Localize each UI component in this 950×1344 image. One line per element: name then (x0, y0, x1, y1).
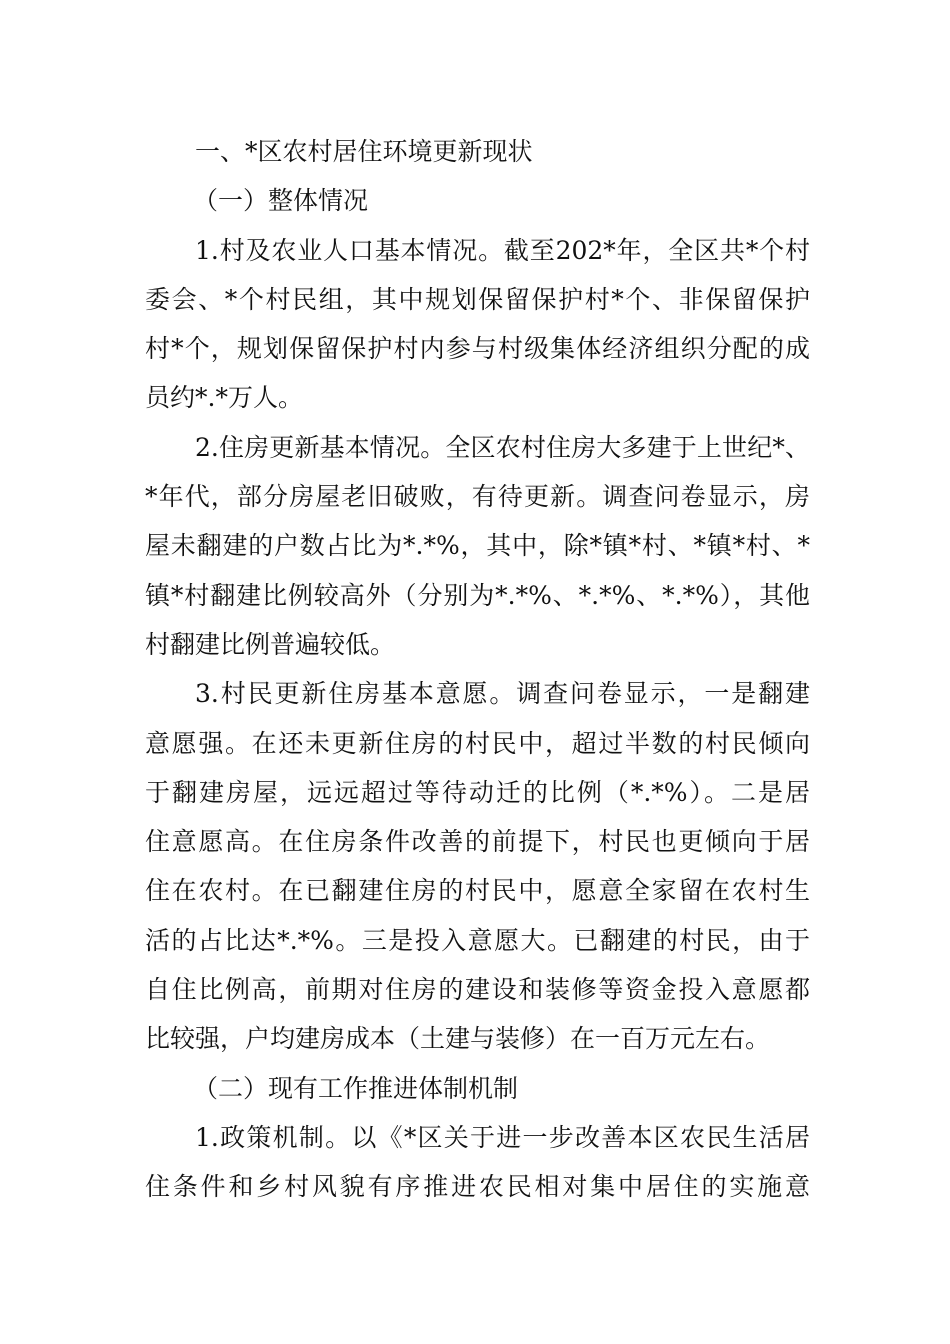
text-line: 住条件和乡村风貌有序推进农民相对集中居住的实施意 (145, 1172, 810, 1202)
text-line: 意愿强。在还未更新住房的村民中，超过半数的村民倾向 (145, 728, 810, 758)
text-line: 于翻建房屋，远远超过等待动迁的比例（*.*%）。二是居 (145, 777, 810, 807)
text-line: *年代，部分房屋老旧破败，有待更新。调查问卷显示，房 (145, 482, 810, 512)
text-line: 2.住房更新基本情况。全区农村住房大多建于上世纪*、 (195, 432, 810, 462)
paragraph-housing-renewal (145, 423, 810, 669)
heading-line: （一）整体情况 (193, 186, 369, 216)
heading-line: （二）现有工作推进体制机制 (193, 1073, 519, 1103)
text-line: 比较强，户均建房成本（土建与装修）在一百万元左右。 (145, 1024, 771, 1054)
text-line: 镇*村翻建比例较高外（分别为*.*%、*.*%、*.*%），其他 (145, 580, 810, 610)
paragraph-village-population (145, 226, 810, 423)
heading-line: 一、*区农村居住环境更新现状 (195, 137, 533, 166)
paragraph-villager-willingness (145, 669, 810, 1063)
text-line: 1.政策机制。以《*区关于进一步改善本区农民生活居 (195, 1122, 810, 1152)
text-line: 住在农村。在已翻建住房的村民中，愿意全家留在农村生 (145, 876, 810, 906)
document-body (145, 127, 810, 1212)
text-line: 村翻建比例普遍较低。 (145, 629, 396, 659)
text-line: 村*个，规划保留保护村内参与村级集体经济组织分配的成 (145, 334, 810, 364)
text-line: 自住比例高，前期对住房的建设和装修等资金投入意愿都 (145, 975, 810, 1005)
text-line: 员约*.*万人。 (145, 383, 303, 413)
subsection-heading-mechanism (145, 1064, 810, 1113)
text-line: 1.村及农业人口基本情况。截至202*年，全区共*个村 (195, 235, 810, 265)
subsection-heading-overall (145, 176, 810, 225)
text-line: 3.村民更新住房基本意愿。调查问卷显示，一是翻建 (195, 679, 810, 709)
text-line: 住意愿高。在住房条件改善的前提下，村民也更倾向于居 (145, 827, 810, 857)
text-line: 活的占比达*.*%。三是投入意愿大。已翻建的村民，由于 (145, 925, 810, 955)
text-line: 委会、*个村民组，其中规划保留保护村*个、非保留保护 (145, 284, 810, 314)
paragraph-policy-mechanism (145, 1113, 810, 1212)
text-line: 屋未翻建的户数占比为*.*%，其中，除*镇*村、*镇*村、* (145, 531, 810, 561)
section-heading (145, 127, 810, 176)
